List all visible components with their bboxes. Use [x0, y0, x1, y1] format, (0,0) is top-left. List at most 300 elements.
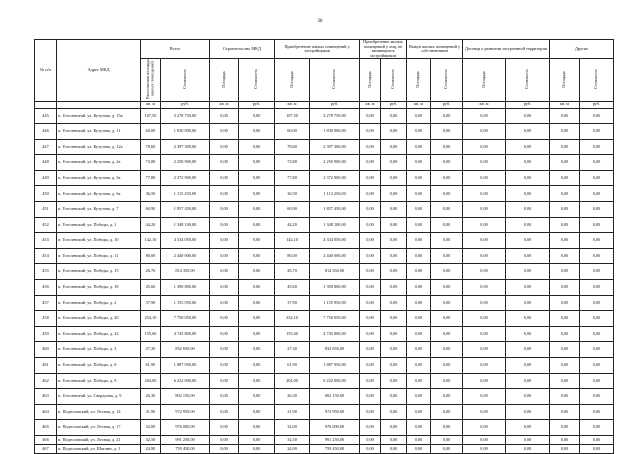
row-value: 0,00	[360, 444, 381, 453]
row-value: 0,00	[381, 444, 407, 453]
header-agreement-cost: Стоимость	[506, 59, 550, 102]
row-value: 0,00	[381, 311, 407, 327]
row-value: 1 887 950,00	[161, 358, 210, 374]
row-number: 454	[35, 248, 57, 264]
row-address: п. Гоголевский, ул. Победы, д. 6	[57, 358, 141, 374]
table-row	[35, 311, 614, 327]
unit-rub: руб.	[431, 101, 463, 108]
row-value: 0,00	[381, 264, 407, 280]
row-value: 0,00	[239, 444, 275, 453]
row-value: 0,00	[381, 342, 407, 358]
table-row	[35, 264, 614, 280]
table-row	[35, 389, 614, 405]
row-value: 0,00	[580, 326, 614, 342]
row-value: 60,00	[141, 124, 161, 140]
row-value: 0,00	[360, 295, 381, 311]
row-value: 0,00	[506, 404, 550, 420]
unit-rub: руб.	[161, 101, 210, 108]
row-value: 976 000,00	[161, 420, 210, 436]
row-value: 0,00	[239, 170, 275, 186]
row-value: 0,00	[239, 139, 275, 155]
row-value: 4 745 800,00	[161, 326, 210, 342]
row-value: 4 334 050,00	[310, 233, 360, 249]
row-value: 0,00	[431, 435, 463, 444]
row-value: 0,00	[407, 124, 431, 140]
row-number: 463	[35, 389, 57, 405]
row-value: 77,80	[275, 170, 310, 186]
row-value: 0,00	[463, 170, 506, 186]
row-value: 0,00	[506, 444, 550, 453]
row-value: 4 334 050,00	[161, 233, 210, 249]
row-value: 2 372 900,00	[310, 170, 360, 186]
row-value: 0,00	[463, 202, 506, 218]
row-value: 0,00	[463, 217, 506, 233]
header-other-cost: Стоимость	[580, 59, 614, 102]
row-value: 0,00	[550, 233, 580, 249]
row-value: 0,00	[210, 186, 239, 202]
row-value: 0,00	[580, 186, 614, 202]
row-value: 0,00	[431, 233, 463, 249]
row-value: 0,00	[506, 124, 550, 140]
row-value: 2 440 000,00	[310, 248, 360, 264]
row-value: 0,00	[210, 155, 239, 171]
row-value: 0,00	[407, 280, 431, 296]
row-value: 204,00	[141, 373, 161, 389]
row-value: 254,10	[141, 311, 161, 327]
row-value: 0,00	[381, 326, 407, 342]
row-number: 455	[35, 264, 57, 280]
row-value: 0,00	[360, 202, 381, 218]
row-value: 0,00	[381, 389, 407, 405]
row-number: 462	[35, 373, 57, 389]
row-value: 0,00	[381, 124, 407, 140]
table-body	[35, 108, 614, 453]
row-value: 0,00	[239, 435, 275, 444]
row-value: 0,00	[210, 342, 239, 358]
row-value: 0,00	[463, 124, 506, 140]
row-value: 60,00	[275, 124, 310, 140]
row-value: 832 650,00	[310, 342, 360, 358]
row-address: п. Гоголевский, ул. Кутузова, д. 12а	[57, 139, 141, 155]
row-value: 0,00	[210, 389, 239, 405]
row-number: 451	[35, 202, 57, 218]
row-value: 1 830 000,00	[161, 124, 210, 140]
row-value: 0,00	[239, 342, 275, 358]
row-address: п. Гоголевский, ул. Победы, д. 10	[57, 233, 141, 249]
row-address: п. Гоголевский, ул. Кутузова, д. 3а	[57, 170, 141, 186]
row-value: 0,00	[239, 124, 275, 140]
row-value: 0,00	[239, 217, 275, 233]
row-value: 0,00	[239, 202, 275, 218]
row-value: 0,00	[407, 404, 431, 420]
row-value: 31,90	[275, 404, 310, 420]
row-value: 0,00	[506, 139, 550, 155]
row-value: 0,00	[407, 435, 431, 444]
header-group-developers: Приобретение жилых помещений у застройщиков	[275, 40, 360, 59]
row-number: 467	[35, 444, 57, 453]
row-value: 0,00	[580, 264, 614, 280]
row-value: 0,00	[381, 186, 407, 202]
row-value: 80,00	[275, 248, 310, 264]
row-value: 0,00	[463, 108, 506, 124]
row-value: 0,00	[506, 233, 550, 249]
row-number: 452	[35, 217, 57, 233]
units-empty	[35, 101, 57, 108]
row-number: 460	[35, 342, 57, 358]
table-row	[35, 358, 614, 374]
row-value: 0,00	[407, 139, 431, 155]
row-value: 0,00	[506, 170, 550, 186]
row-number: 458	[35, 311, 57, 327]
row-value: 0,00	[360, 311, 381, 327]
row-value: 0,00	[239, 389, 275, 405]
unit-rub: руб.	[506, 101, 550, 108]
row-value: 0,00	[463, 139, 506, 155]
row-value: 0,00	[407, 444, 431, 453]
header-buyout-cost: Стоимость	[431, 59, 463, 102]
row-value: 78,60	[141, 139, 161, 155]
row-value: 0,00	[506, 155, 550, 171]
row-value: 0,00	[580, 155, 614, 171]
row-address: п. Гоголевский, ул. Победы, д. 3	[57, 342, 141, 358]
row-value: 0,00	[580, 358, 614, 374]
resettlement-table	[34, 39, 614, 454]
row-value: 0,00	[463, 233, 506, 249]
row-value: 0,00	[431, 373, 463, 389]
row-value: 802 150,00	[310, 389, 360, 405]
unit-rub: руб.	[239, 101, 275, 108]
row-value: 0,00	[407, 217, 431, 233]
row-value: 0,00	[239, 248, 275, 264]
row-value: 1 390 800,00	[310, 280, 360, 296]
units-row	[35, 101, 614, 108]
row-value: 0,00	[506, 342, 550, 358]
row-value: 0,00	[210, 139, 239, 155]
row-number: 450	[35, 186, 57, 202]
row-value: 24,90	[141, 444, 161, 453]
row-value: 0,00	[381, 373, 407, 389]
row-value: 0,00	[381, 248, 407, 264]
row-number: 459	[35, 326, 57, 342]
row-value: 0,00	[463, 444, 506, 453]
row-value: 7 750 050,00	[310, 311, 360, 327]
row-value: 0,00	[239, 186, 275, 202]
row-number: 456	[35, 280, 57, 296]
row-value: 0,00	[431, 264, 463, 280]
row-value: 0,00	[210, 373, 239, 389]
header-construction-cost: Стоимость	[239, 59, 275, 102]
row-value: 27,30	[275, 342, 310, 358]
row-value: 0,00	[210, 233, 239, 249]
unit-rub: руб.	[310, 101, 360, 108]
row-address: п. Подголовский, ул. Лесная, д. 21	[57, 435, 141, 444]
row-value: 972 950,00	[310, 404, 360, 420]
row-value: 0,00	[550, 217, 580, 233]
row-value: 0,00	[360, 217, 381, 233]
row-value: 991 250,00	[161, 435, 210, 444]
header-non-developers-cost: Стоимость	[381, 59, 407, 102]
row-value: 24,90	[275, 444, 310, 453]
header-group-development-agreement: Договор о развитии застроенной территории	[463, 40, 550, 59]
row-value: 0,00	[580, 389, 614, 405]
row-value: 2 372 900,00	[161, 170, 210, 186]
row-value: 0,00	[407, 358, 431, 374]
unit-sqm: кв. м	[550, 101, 580, 108]
row-value: 0,00	[463, 264, 506, 280]
row-value: 0,00	[210, 295, 239, 311]
row-value: 0,00	[580, 404, 614, 420]
row-value: 0,00	[210, 108, 239, 124]
row-value: 0,00	[360, 326, 381, 342]
row-value: 0,00	[210, 248, 239, 264]
row-value: 0,00	[506, 420, 550, 436]
row-value: 142,10	[275, 233, 310, 249]
row-value: 0,00	[580, 217, 614, 233]
row-value: 107,50	[141, 108, 161, 124]
row-value: 0,00	[360, 155, 381, 171]
row-value: 0,00	[580, 435, 614, 444]
row-value: 0,00	[550, 170, 580, 186]
row-value: 0,00	[580, 311, 614, 327]
header-group-total: Всего	[141, 40, 210, 59]
header-group-other: Другие	[550, 40, 614, 59]
row-value: 44,20	[141, 217, 161, 233]
row-value: 26,70	[275, 264, 310, 280]
row-value: 0,00	[210, 124, 239, 140]
unit-sqm: кв. м	[463, 101, 506, 108]
table-row	[35, 444, 614, 453]
row-value: 0,00	[239, 404, 275, 420]
row-value: 0,00	[360, 233, 381, 249]
row-value: 0,00	[506, 264, 550, 280]
row-value: 0,00	[381, 155, 407, 171]
unit-sqm: кв. м	[360, 101, 381, 108]
row-value: 0,00	[239, 420, 275, 436]
row-value: 0,00	[463, 420, 506, 436]
row-address: п. Гоголевский, ул. Свердлова, д. 9	[57, 389, 141, 405]
row-value: 73,80	[141, 155, 161, 171]
row-value: 37,90	[141, 295, 161, 311]
table-row	[35, 420, 614, 436]
row-value: 0,00	[550, 155, 580, 171]
row-value: 26,70	[141, 264, 161, 280]
row-value: 0,00	[360, 108, 381, 124]
row-value: 0,00	[407, 170, 431, 186]
header-construction-area: Площадь	[210, 59, 239, 102]
row-address: п. Подголовский, ул. Лесная, д. 14	[57, 404, 141, 420]
row-value: 0,00	[580, 248, 614, 264]
row-value: 759 450,00	[161, 444, 210, 453]
row-value: 759 450,00	[310, 444, 360, 453]
header-group-non-developers: Приобретение жилых помещений у лиц, не являющихся застройщиком	[360, 40, 407, 59]
row-value: 0,00	[381, 435, 407, 444]
row-value: 0,00	[580, 444, 614, 453]
row-value: 204,00	[275, 373, 310, 389]
row-value: 0,00	[463, 358, 506, 374]
row-value: 0,00	[431, 311, 463, 327]
row-value: 0,00	[580, 202, 614, 218]
row-value: 0,00	[210, 420, 239, 436]
row-value: 60,90	[275, 202, 310, 218]
row-number: 466	[35, 435, 57, 444]
row-value: 7 750 050,00	[161, 311, 210, 327]
row-value: 37,90	[275, 295, 310, 311]
row-address: п. Гоголевский, ул. Победы, д. 18	[57, 280, 141, 296]
row-value: 1 113 250,00	[161, 186, 210, 202]
row-address: п. Гоголевский, ул. Победы, д. 9	[57, 373, 141, 389]
row-value: 73,80	[275, 155, 310, 171]
row-value: 0,00	[550, 202, 580, 218]
header-address: Адрес МКД	[57, 40, 141, 102]
header-developers-cost: Стоимость	[310, 59, 360, 102]
row-value: 0,00	[463, 373, 506, 389]
row-value: 0,00	[431, 342, 463, 358]
row-value: 976 000,00	[310, 420, 360, 436]
row-value: 0,00	[407, 389, 431, 405]
row-value: 0,00	[550, 420, 580, 436]
row-value: 0,00	[580, 280, 614, 296]
row-value: 0,00	[506, 311, 550, 327]
row-value: 0,00	[431, 280, 463, 296]
row-value: 0,00	[210, 311, 239, 327]
header-num: № п/п	[35, 40, 57, 102]
row-value: 0,00	[463, 435, 506, 444]
table-row	[35, 155, 614, 171]
row-address: п. Гоголевский, ул. Кутузова, д. 11	[57, 124, 141, 140]
row-value: 0,00	[407, 186, 431, 202]
row-value: 0,00	[407, 326, 431, 342]
row-value: 0,00	[210, 326, 239, 342]
row-number: 445	[35, 108, 57, 124]
row-value: 26,30	[141, 389, 161, 405]
row-value: 2 397 300,00	[310, 139, 360, 155]
page-number: 38	[317, 19, 323, 24]
row-value: 0,00	[580, 420, 614, 436]
row-value: 0,00	[580, 342, 614, 358]
row-value: 0,00	[431, 444, 463, 453]
unit-sqm: кв. м	[141, 101, 161, 108]
row-value: 0,00	[381, 358, 407, 374]
row-value: 0,00	[239, 358, 275, 374]
row-value: 0,00	[580, 139, 614, 155]
row-value: 0,00	[550, 358, 580, 374]
row-value: 0,00	[407, 233, 431, 249]
row-value: 0,00	[431, 217, 463, 233]
row-value: 0,00	[431, 202, 463, 218]
row-value: 0,00	[360, 404, 381, 420]
row-value: 0,00	[580, 295, 614, 311]
row-value: 0,00	[431, 295, 463, 311]
row-value: 0,00	[381, 108, 407, 124]
row-value: 3 278 750,00	[310, 108, 360, 124]
header-total-cost: Стоимость	[161, 59, 210, 102]
row-value: 36,50	[275, 186, 310, 202]
row-value: 0,00	[506, 373, 550, 389]
row-number: 446	[35, 124, 57, 140]
row-value: 6 222 000,00	[310, 373, 360, 389]
row-value: 0,00	[431, 170, 463, 186]
row-value: 0,00	[239, 233, 275, 249]
row-value: 0,00	[360, 280, 381, 296]
table-row	[35, 280, 614, 296]
row-value: 0,00	[506, 202, 550, 218]
row-value: 0,00	[239, 155, 275, 171]
row-value: 0,00	[407, 295, 431, 311]
row-value: 0,00	[550, 373, 580, 389]
row-address: п. Гоголевский, ул. Кутузова, д. 6а	[57, 186, 141, 202]
row-value: 2 250 900,00	[161, 155, 210, 171]
row-value: 0,00	[407, 420, 431, 436]
row-value: 254,10	[275, 311, 310, 327]
row-address: п. Гоголевский, ул. Кутузова, д. 15а	[57, 108, 141, 124]
row-value: 0,00	[550, 108, 580, 124]
row-value: 4 745 800,00	[310, 326, 360, 342]
row-value: 814 350,00	[161, 264, 210, 280]
row-value: 0,00	[550, 295, 580, 311]
row-value: 2 440 000,00	[161, 248, 210, 264]
row-value: 1 390 800,00	[161, 280, 210, 296]
row-value: 0,00	[360, 264, 381, 280]
table-row	[35, 435, 614, 444]
row-value: 0,00	[506, 248, 550, 264]
row-value: 1 155 950,00	[310, 295, 360, 311]
row-address: п. Гоголевский, ул. Победы, д. 20	[57, 311, 141, 327]
row-value: 0,00	[550, 326, 580, 342]
row-value: 6 222 000,00	[161, 373, 210, 389]
table-row	[35, 217, 614, 233]
row-value: 0,00	[550, 280, 580, 296]
table-row	[35, 373, 614, 389]
row-value: 0,00	[550, 311, 580, 327]
row-value: 0,00	[463, 326, 506, 342]
row-value: 32,00	[275, 420, 310, 436]
row-value: 0,00	[431, 124, 463, 140]
row-value: 0,00	[360, 358, 381, 374]
row-value: 0,00	[360, 420, 381, 436]
row-value: 107,50	[275, 108, 310, 124]
row-value: 0,00	[580, 233, 614, 249]
table-row	[35, 139, 614, 155]
row-value: 1 830 000,00	[310, 124, 360, 140]
row-value: 1 857 450,00	[161, 202, 210, 218]
row-value: 0,00	[360, 170, 381, 186]
row-value: 0,00	[580, 124, 614, 140]
row-value: 0,00	[381, 202, 407, 218]
row-value: 142,10	[141, 233, 161, 249]
table-row	[35, 404, 614, 420]
header-developers-area: Площадь	[275, 59, 310, 102]
row-value: 45,60	[141, 280, 161, 296]
header-buyout-area: Площадь	[407, 59, 431, 102]
row-number: 453	[35, 233, 57, 249]
unit-rub: руб.	[580, 101, 614, 108]
table-row	[35, 248, 614, 264]
row-value: 3 278 750,00	[161, 108, 210, 124]
row-value: 0,00	[381, 170, 407, 186]
row-value: 77,80	[141, 170, 161, 186]
row-value: 0,00	[360, 186, 381, 202]
row-number: 449	[35, 170, 57, 186]
unit-sqm: кв. м	[407, 101, 431, 108]
row-value: 0,00	[431, 108, 463, 124]
row-value: 0,00	[210, 280, 239, 296]
row-value: 0,00	[550, 139, 580, 155]
row-value: 0,00	[239, 373, 275, 389]
row-value: 0,00	[381, 139, 407, 155]
row-value: 61,90	[275, 358, 310, 374]
row-value: 0,00	[381, 295, 407, 311]
row-value: 155,60	[141, 326, 161, 342]
